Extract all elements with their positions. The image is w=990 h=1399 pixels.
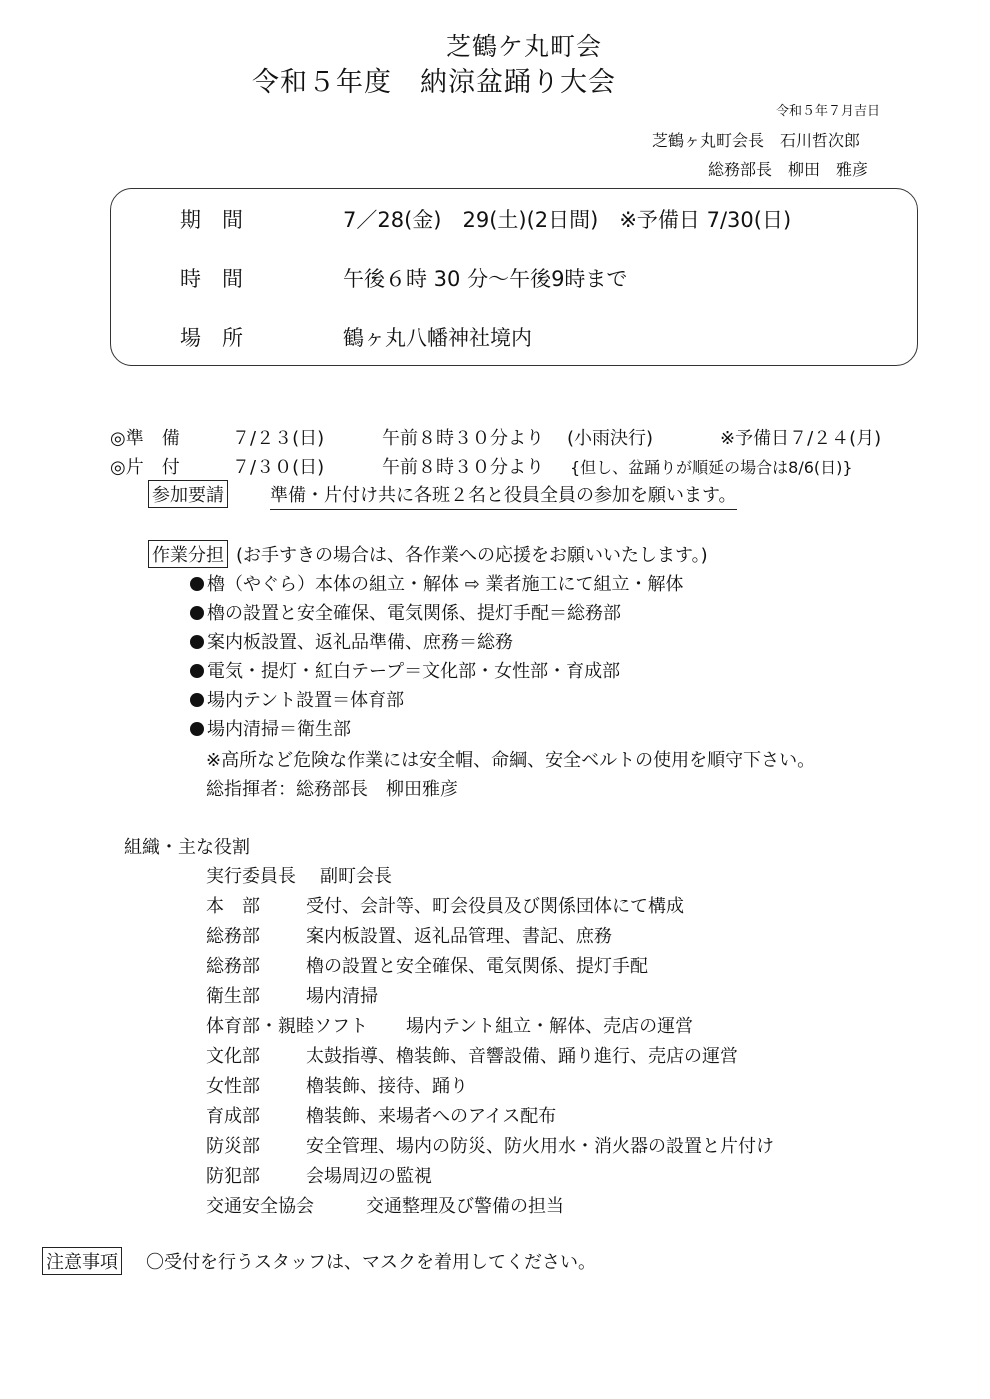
role-duty: 櫓装飾、接待、踊り <box>306 1076 468 1097</box>
time-value: 午後６時 30 分～午後9時まで <box>343 267 628 291</box>
cleanup-note: {但し、盆踊りが順延の場合は8/6(日)} <box>570 458 853 477</box>
work-item: 櫓（やぐら）本体の組立・解体 ⇨ 業者施工にて組立・解体 <box>190 570 684 596</box>
work-item: 場内清掃＝衛生部 <box>190 715 351 741</box>
sender-general-affairs: 総務部長 柳田 雅彦 <box>708 160 869 179</box>
role-duty: 櫓の設置と安全確保、電気関係、提灯手配 <box>306 956 648 977</box>
role-duty: 場内清掃 <box>306 986 378 1007</box>
role-name: 実行委員長 <box>206 866 296 887</box>
sender-chairman: 芝鶴ヶ丸町会長 石川哲次郎 <box>652 131 861 150</box>
notice-label: 注意事項 <box>42 1247 122 1275</box>
role-duty: 副町会長 <box>320 866 392 887</box>
role-duty: 安全管理、場内の防災、防火用水・消火器の設置と片付け <box>306 1136 774 1157</box>
work-item: 案内板設置、返礼品準備、庶務＝総務 <box>190 628 513 654</box>
role-duty: 太鼓指導、櫓装飾、音響設備、踊り進行、売店の運営 <box>306 1046 738 1067</box>
bullet-icon <box>190 664 204 678</box>
work-item: 櫓の設置と安全確保、電気関係、提灯手配＝総務部 <box>190 599 621 625</box>
role-name: 本 部 <box>206 896 260 917</box>
role-name: 体育部・親睦ソフト <box>206 1016 368 1037</box>
bullet-icon <box>190 722 204 736</box>
general-commander: 総指揮者：総務部長 柳田雅彦 <box>206 779 458 800</box>
role-name: 育成部 <box>206 1106 260 1127</box>
bullet-icon <box>190 606 204 620</box>
role-name: 防犯部 <box>206 1166 260 1187</box>
cleanup-date: ７/３０(日) <box>232 457 325 478</box>
page-title: 令和５年度 納涼盆踊り大会 <box>252 67 616 98</box>
role-name: 総務部 <box>206 956 260 977</box>
period-label: 期 間 <box>180 208 243 232</box>
prep-time: 午前８時３０分より <box>382 428 544 449</box>
place-value: 鶴ヶ丸八幡神社境内 <box>343 326 532 350</box>
role-duty: 案内板設置、返礼品管理、書記、庶務 <box>306 926 612 947</box>
role-duty: 交通整理及び警備の担当 <box>366 1196 564 1217</box>
bullet-icon <box>190 635 204 649</box>
work-item: 電気・提灯・紅白テープ＝文化部・女性部・育成部 <box>190 657 620 683</box>
role-duty: 櫓装飾、来場者へのアイス配布 <box>306 1106 557 1127</box>
work-intro: (お手すきの場合は、各作業への応援をお願いいたします。) <box>236 545 708 566</box>
role-duty: 場内テント組立・解体、売店の運営 <box>406 1016 694 1037</box>
period-value: 7／28(金) 29(土)(2日間) ※予備日 7/30(日) <box>343 208 792 232</box>
bullet-icon <box>190 577 204 591</box>
role-name: 文化部 <box>206 1046 260 1067</box>
notice-text: 〇受付を行うスタッフは、マスクを着用してください。 <box>146 1252 596 1273</box>
bullet-icon <box>190 693 204 707</box>
role-name: 女性部 <box>206 1076 260 1097</box>
organization-name: 芝鶴ケ丸町会 <box>446 32 603 61</box>
role-name: 防災部 <box>206 1136 260 1157</box>
prep-note: (小雨決行) <box>567 428 654 449</box>
cleanup-time: 午前８時３０分より <box>382 457 544 478</box>
role-name: 衛生部 <box>206 986 260 1007</box>
safety-caution: ※高所など危険な作業には安全帽、命綱、安全ベルトの使用を順守下さい。 <box>206 750 816 771</box>
prep-reserve: ※予備日７/２４(月) <box>720 428 882 449</box>
place-label: 場 所 <box>180 326 243 350</box>
role-duty: 受付、会計等、町会役員及び関係団体にて構成 <box>306 896 684 917</box>
participation-text: 準備・片付け共に各班２名と役員全員の参加を願います。 <box>270 481 737 510</box>
time-label: 時 間 <box>180 267 243 291</box>
work-label: 作業分担 <box>148 540 228 568</box>
role-name: 総務部 <box>206 926 260 947</box>
issue-date: 令和５年７月吉日 <box>776 104 881 119</box>
organization-heading: 組織・主な役割 <box>124 837 250 858</box>
work-item: 場内テント設置＝体育部 <box>190 686 404 712</box>
prep-label: ◎準 備 <box>110 428 180 449</box>
participation-label: 参加要請 <box>148 480 228 508</box>
cleanup-label: ◎片 付 <box>110 457 180 478</box>
role-duty: 会場周辺の監視 <box>306 1166 432 1187</box>
role-name: 交通安全協会 <box>206 1196 314 1217</box>
prep-date: ７/２３(日) <box>232 428 325 449</box>
